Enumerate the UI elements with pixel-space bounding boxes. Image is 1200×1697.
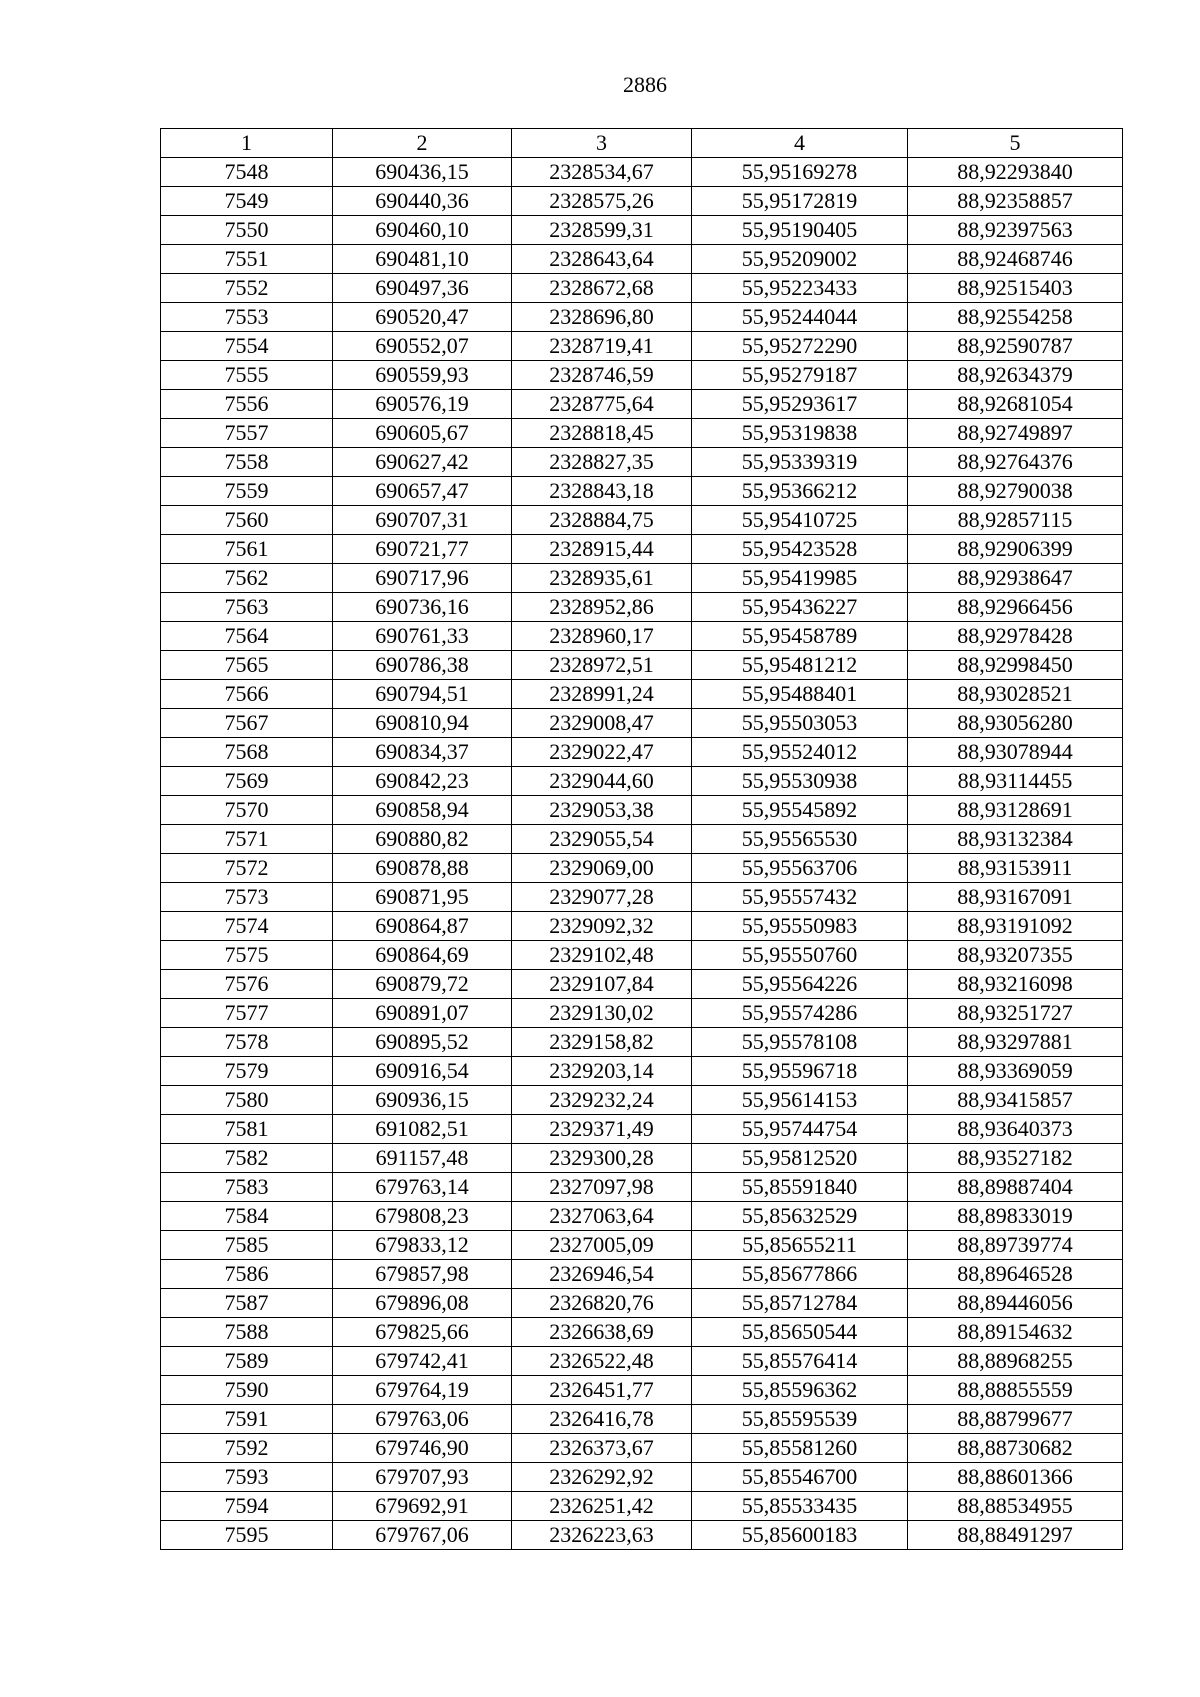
table-cell: 2329022,47 [512, 738, 692, 767]
table-cell: 55,95812520 [692, 1144, 908, 1173]
table-row [161, 477, 1123, 506]
table-cell: 690786,38 [333, 651, 512, 680]
table-row [161, 535, 1123, 564]
table-cell: 7558 [161, 448, 333, 477]
table-cell: 55,95272290 [692, 332, 908, 361]
table-cell: 88,92681054 [908, 390, 1123, 419]
table-cell: 88,92749897 [908, 419, 1123, 448]
table-cell: 2328960,17 [512, 622, 692, 651]
table-cell: 7591 [161, 1405, 333, 1434]
table-row [161, 1521, 1123, 1550]
table-cell: 690916,54 [333, 1057, 512, 1086]
table-cell: 2329300,28 [512, 1144, 692, 1173]
table-cell: 7594 [161, 1492, 333, 1521]
table-cell: 690552,07 [333, 332, 512, 361]
table-cell: 55,95563706 [692, 854, 908, 883]
table-cell: 88,93128691 [908, 796, 1123, 825]
table-cell: 2328643,64 [512, 245, 692, 274]
table-cell: 7595 [161, 1521, 333, 1550]
table-cell: 88,93153911 [908, 854, 1123, 883]
table-row [161, 245, 1123, 274]
column-header: 1 [161, 129, 333, 158]
table-cell: 690878,88 [333, 854, 512, 883]
table-cell: 55,85677866 [692, 1260, 908, 1289]
table-cell: 55,85591840 [692, 1173, 908, 1202]
table-cell: 7573 [161, 883, 333, 912]
table-cell: 2329102,48 [512, 941, 692, 970]
table-cell: 690794,51 [333, 680, 512, 709]
table-cell: 2329232,24 [512, 1086, 692, 1115]
table-cell: 7566 [161, 680, 333, 709]
table-cell: 7593 [161, 1463, 333, 1492]
table-cell: 690858,94 [333, 796, 512, 825]
table-cell: 691082,51 [333, 1115, 512, 1144]
table-cell: 7548 [161, 158, 333, 187]
table-cell: 690880,82 [333, 825, 512, 854]
table-row [161, 738, 1123, 767]
table-cell: 88,92515403 [908, 274, 1123, 303]
table-cell: 88,92906399 [908, 535, 1123, 564]
table-cell: 7583 [161, 1173, 333, 1202]
table-cell: 55,85632529 [692, 1202, 908, 1231]
table-cell: 679857,98 [333, 1260, 512, 1289]
table-cell: 7562 [161, 564, 333, 593]
table-cell: 690717,96 [333, 564, 512, 593]
table-cell: 88,89739774 [908, 1231, 1123, 1260]
table-cell: 88,92790038 [908, 477, 1123, 506]
table-cell: 2326946,54 [512, 1260, 692, 1289]
table-cell: 2329053,38 [512, 796, 692, 825]
table-row [161, 506, 1123, 535]
table-cell: 55,95293617 [692, 390, 908, 419]
table-cell: 55,85581260 [692, 1434, 908, 1463]
table-row [161, 1289, 1123, 1318]
table-cell: 679746,90 [333, 1434, 512, 1463]
table-cell: 55,95190405 [692, 216, 908, 245]
table-cell: 88,92857115 [908, 506, 1123, 535]
table-cell: 88,93191092 [908, 912, 1123, 941]
table-row [161, 941, 1123, 970]
table-cell: 7549 [161, 187, 333, 216]
table-row [161, 187, 1123, 216]
table-cell: 690871,95 [333, 883, 512, 912]
table-cell: 55,95436227 [692, 593, 908, 622]
table-cell: 55,95550983 [692, 912, 908, 941]
table-cell: 7560 [161, 506, 333, 535]
table-cell: 679763,14 [333, 1173, 512, 1202]
table-cell: 55,95550760 [692, 941, 908, 970]
table-cell: 7571 [161, 825, 333, 854]
table-cell: 7586 [161, 1260, 333, 1289]
table-cell: 2328575,26 [512, 187, 692, 216]
table-cell: 88,88855559 [908, 1376, 1123, 1405]
table-cell: 2329008,47 [512, 709, 692, 738]
table-cell: 7584 [161, 1202, 333, 1231]
table-cell: 2328915,44 [512, 535, 692, 564]
table-cell: 2326820,76 [512, 1289, 692, 1318]
table-row [161, 303, 1123, 332]
table-cell: 690864,69 [333, 941, 512, 970]
column-header: 2 [333, 129, 512, 158]
table-cell: 7564 [161, 622, 333, 651]
table-row [161, 796, 1123, 825]
table-cell: 690864,87 [333, 912, 512, 941]
table-cell: 55,95458789 [692, 622, 908, 651]
table-header-row [161, 129, 1123, 158]
table-cell: 7550 [161, 216, 333, 245]
table-cell: 7557 [161, 419, 333, 448]
table-cell: 88,92978428 [908, 622, 1123, 651]
table-cell: 7572 [161, 854, 333, 883]
table-cell: 2326638,69 [512, 1318, 692, 1347]
table-cell: 2329092,32 [512, 912, 692, 941]
table-cell: 2329044,60 [512, 767, 692, 796]
table-cell: 7552 [161, 274, 333, 303]
table-cell: 690627,42 [333, 448, 512, 477]
table-row [161, 1376, 1123, 1405]
table-cell: 7582 [161, 1144, 333, 1173]
table-cell: 55,95578108 [692, 1028, 908, 1057]
table-cell: 691157,48 [333, 1144, 512, 1173]
table-cell: 2328972,51 [512, 651, 692, 680]
table-cell: 88,92397563 [908, 216, 1123, 245]
table-cell: 7585 [161, 1231, 333, 1260]
table-cell: 55,95524012 [692, 738, 908, 767]
table-cell: 2327005,09 [512, 1231, 692, 1260]
table-cell: 88,92358857 [908, 187, 1123, 216]
table-cell: 690481,10 [333, 245, 512, 274]
table-cell: 88,93251727 [908, 999, 1123, 1028]
table-row [161, 999, 1123, 1028]
table-cell: 7569 [161, 767, 333, 796]
table-cell: 88,89833019 [908, 1202, 1123, 1231]
table-row [161, 332, 1123, 361]
table-cell: 88,93369059 [908, 1057, 1123, 1086]
table-row [161, 1405, 1123, 1434]
table-cell: 679763,06 [333, 1405, 512, 1434]
table-cell: 2326451,77 [512, 1376, 692, 1405]
table-cell: 88,88534955 [908, 1492, 1123, 1521]
table-cell: 690810,94 [333, 709, 512, 738]
table-row [161, 1260, 1123, 1289]
table-cell: 690721,77 [333, 535, 512, 564]
table-cell: 88,93297881 [908, 1028, 1123, 1057]
table-cell: 690460,10 [333, 216, 512, 245]
table-cell: 690657,47 [333, 477, 512, 506]
table-row [161, 1057, 1123, 1086]
table-cell: 88,92764376 [908, 448, 1123, 477]
table-cell: 7554 [161, 332, 333, 361]
table-cell: 7570 [161, 796, 333, 825]
coordinates-table [160, 128, 1123, 1550]
table-cell: 55,95481212 [692, 651, 908, 680]
table-cell: 55,95366212 [692, 477, 908, 506]
table-cell: 2329069,00 [512, 854, 692, 883]
table-cell: 55,95744754 [692, 1115, 908, 1144]
table-cell: 88,92966456 [908, 593, 1123, 622]
table-cell: 55,95279187 [692, 361, 908, 390]
table-row [161, 1144, 1123, 1173]
table-row [161, 912, 1123, 941]
table-cell: 88,93056280 [908, 709, 1123, 738]
table-row [161, 854, 1123, 883]
table-cell: 7587 [161, 1289, 333, 1318]
table-cell: 88,93167091 [908, 883, 1123, 912]
table-row [161, 158, 1123, 187]
table-cell: 2328775,64 [512, 390, 692, 419]
table-cell: 55,85655211 [692, 1231, 908, 1260]
table-cell: 2329107,84 [512, 970, 692, 999]
table-cell: 7555 [161, 361, 333, 390]
column-header: 4 [692, 129, 908, 158]
table-row [161, 680, 1123, 709]
table-cell: 679692,91 [333, 1492, 512, 1521]
table-cell: 2328696,80 [512, 303, 692, 332]
table-cell: 2329130,02 [512, 999, 692, 1028]
table-row [161, 216, 1123, 245]
table-cell: 2326373,67 [512, 1434, 692, 1463]
column-header: 3 [512, 129, 692, 158]
table-row [161, 419, 1123, 448]
table-cell: 690605,67 [333, 419, 512, 448]
table-row [161, 1115, 1123, 1144]
table-row [161, 970, 1123, 999]
table-cell: 7563 [161, 593, 333, 622]
table-cell: 7589 [161, 1347, 333, 1376]
table-cell: 7568 [161, 738, 333, 767]
table-cell: 55,95319838 [692, 419, 908, 448]
table-cell: 7565 [161, 651, 333, 680]
table-cell: 88,89154632 [908, 1318, 1123, 1347]
table-cell: 55,95423528 [692, 535, 908, 564]
table-cell: 88,88968255 [908, 1347, 1123, 1376]
table-cell: 7588 [161, 1318, 333, 1347]
table-row [161, 767, 1123, 796]
table-cell: 2328843,18 [512, 477, 692, 506]
table-cell: 88,92998450 [908, 651, 1123, 680]
table-cell: 2326223,63 [512, 1521, 692, 1550]
table-cell: 2329371,49 [512, 1115, 692, 1144]
table-row [161, 448, 1123, 477]
table-cell: 2326251,42 [512, 1492, 692, 1521]
table-cell: 7551 [161, 245, 333, 274]
table-cell: 88,92590787 [908, 332, 1123, 361]
table-cell: 2328818,45 [512, 419, 692, 448]
table-body [161, 158, 1123, 1550]
table-cell: 2328884,75 [512, 506, 692, 535]
table-cell: 55,85595539 [692, 1405, 908, 1434]
table-cell: 690736,16 [333, 593, 512, 622]
table-cell: 7556 [161, 390, 333, 419]
table-cell: 2328672,68 [512, 274, 692, 303]
table-cell: 7567 [161, 709, 333, 738]
table-cell: 7553 [161, 303, 333, 332]
table-row [161, 1086, 1123, 1115]
table-cell: 7576 [161, 970, 333, 999]
table-row [161, 1318, 1123, 1347]
table-cell: 88,93078944 [908, 738, 1123, 767]
table-cell: 55,95596718 [692, 1057, 908, 1086]
table-row [161, 564, 1123, 593]
table-cell: 88,92938647 [908, 564, 1123, 593]
table-cell: 88,93114455 [908, 767, 1123, 796]
table-cell: 2328534,67 [512, 158, 692, 187]
table-cell: 2329158,82 [512, 1028, 692, 1057]
table-row [161, 593, 1123, 622]
table-row [161, 361, 1123, 390]
table-cell: 679808,23 [333, 1202, 512, 1231]
table-row [161, 1202, 1123, 1231]
table-cell: 88,89646528 [908, 1260, 1123, 1289]
table-row [161, 1231, 1123, 1260]
table-cell: 2326416,78 [512, 1405, 692, 1434]
table-row [161, 390, 1123, 419]
table-cell: 7590 [161, 1376, 333, 1405]
table-cell: 679707,93 [333, 1463, 512, 1492]
table-cell: 88,89446056 [908, 1289, 1123, 1318]
table-cell: 88,93207355 [908, 941, 1123, 970]
table-cell: 55,95488401 [692, 680, 908, 709]
table-cell: 690879,72 [333, 970, 512, 999]
table-cell: 690440,36 [333, 187, 512, 216]
table-cell: 7574 [161, 912, 333, 941]
table-cell: 88,88730682 [908, 1434, 1123, 1463]
table-cell: 679896,08 [333, 1289, 512, 1318]
table-cell: 2328935,61 [512, 564, 692, 593]
table-row [161, 883, 1123, 912]
table-row [161, 709, 1123, 738]
table-cell: 55,95614153 [692, 1086, 908, 1115]
table-row [161, 1028, 1123, 1057]
table-cell: 88,93216098 [908, 970, 1123, 999]
table-cell: 690891,07 [333, 999, 512, 1028]
table-cell: 7579 [161, 1057, 333, 1086]
table-cell: 2328827,35 [512, 448, 692, 477]
table-cell: 2329203,14 [512, 1057, 692, 1086]
table-cell: 7581 [161, 1115, 333, 1144]
table-cell: 55,95545892 [692, 796, 908, 825]
table-cell: 7577 [161, 999, 333, 1028]
table-cell: 55,95209002 [692, 245, 908, 274]
table-cell: 55,95223433 [692, 274, 908, 303]
table-cell: 55,95419985 [692, 564, 908, 593]
table-cell: 88,88601366 [908, 1463, 1123, 1492]
table-cell: 679742,41 [333, 1347, 512, 1376]
table-cell: 88,92468746 [908, 245, 1123, 274]
table-cell: 55,85533435 [692, 1492, 908, 1521]
table-cell: 679825,66 [333, 1318, 512, 1347]
table-cell: 88,88799677 [908, 1405, 1123, 1434]
table-cell: 690842,23 [333, 767, 512, 796]
table-cell: 679833,12 [333, 1231, 512, 1260]
table-cell: 88,92634379 [908, 361, 1123, 390]
table-cell: 55,85546700 [692, 1463, 908, 1492]
table-cell: 690576,19 [333, 390, 512, 419]
table-cell: 2327063,64 [512, 1202, 692, 1231]
table-cell: 55,95565530 [692, 825, 908, 854]
table-cell: 55,85712784 [692, 1289, 908, 1318]
table-cell: 690436,15 [333, 158, 512, 187]
table-cell: 690936,15 [333, 1086, 512, 1115]
table-cell: 690707,31 [333, 506, 512, 535]
table-cell: 2327097,98 [512, 1173, 692, 1202]
table-cell: 2328719,41 [512, 332, 692, 361]
table-cell: 7592 [161, 1434, 333, 1463]
table-cell: 88,93415857 [908, 1086, 1123, 1115]
table-cell: 679764,19 [333, 1376, 512, 1405]
table-cell: 55,95172819 [692, 187, 908, 216]
table-cell: 2326522,48 [512, 1347, 692, 1376]
table-cell: 690520,47 [333, 303, 512, 332]
table-row [161, 1434, 1123, 1463]
table-cell: 690559,93 [333, 361, 512, 390]
table-cell: 690895,52 [333, 1028, 512, 1057]
table-cell: 55,95410725 [692, 506, 908, 535]
table-cell: 690834,37 [333, 738, 512, 767]
table-cell: 2328952,86 [512, 593, 692, 622]
table-cell: 7561 [161, 535, 333, 564]
table-cell: 690761,33 [333, 622, 512, 651]
table-cell: 55,95169278 [692, 158, 908, 187]
table-cell: 55,95574286 [692, 999, 908, 1028]
table-cell: 88,93132384 [908, 825, 1123, 854]
table-cell: 55,85576414 [692, 1347, 908, 1376]
table-cell: 2328599,31 [512, 216, 692, 245]
table-cell: 55,95503053 [692, 709, 908, 738]
table-cell: 55,95339319 [692, 448, 908, 477]
table-cell: 88,89887404 [908, 1173, 1123, 1202]
table-cell: 2329077,28 [512, 883, 692, 912]
table-row [161, 1173, 1123, 1202]
table-cell: 7578 [161, 1028, 333, 1057]
table-cell: 7575 [161, 941, 333, 970]
table-cell: 2328991,24 [512, 680, 692, 709]
table-cell: 690497,36 [333, 274, 512, 303]
table-row [161, 1463, 1123, 1492]
table-row [161, 651, 1123, 680]
table-cell: 2328746,59 [512, 361, 692, 390]
column-header: 5 [908, 129, 1123, 158]
table-row [161, 1492, 1123, 1521]
table-cell: 88,92293840 [908, 158, 1123, 187]
table-row [161, 274, 1123, 303]
table-cell: 55,95530938 [692, 767, 908, 796]
table-cell: 2329055,54 [512, 825, 692, 854]
table-cell: 2326292,92 [512, 1463, 692, 1492]
table-cell: 88,93028521 [908, 680, 1123, 709]
table-cell: 55,85650544 [692, 1318, 908, 1347]
table-cell: 55,85600183 [692, 1521, 908, 1550]
table-cell: 55,95564226 [692, 970, 908, 999]
table-cell: 55,95557432 [692, 883, 908, 912]
page-number: 2886 [623, 72, 667, 97]
table-cell: 679767,06 [333, 1521, 512, 1550]
table-cell: 55,85596362 [692, 1376, 908, 1405]
table-cell: 88,88491297 [908, 1521, 1123, 1550]
table-cell: 88,92554258 [908, 303, 1123, 332]
table-cell: 7559 [161, 477, 333, 506]
table-cell: 7580 [161, 1086, 333, 1115]
table-cell: 88,93527182 [908, 1144, 1123, 1173]
table-cell: 88,93640373 [908, 1115, 1123, 1144]
table-cell: 55,95244044 [692, 303, 908, 332]
table-row [161, 622, 1123, 651]
table-row [161, 1347, 1123, 1376]
table-row [161, 825, 1123, 854]
